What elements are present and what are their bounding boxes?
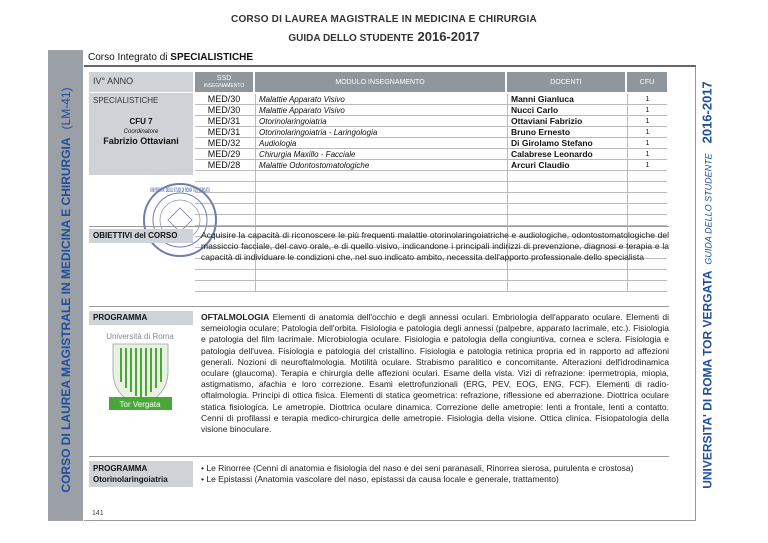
course-cfu: CFU 7 [129,117,153,126]
cfu-cell [627,215,667,226]
modulo-cell: Chirurgia Maxillo - Facciale [255,149,505,160]
programma-orl-list [201,463,669,485]
modulo-cell [255,215,505,226]
programma-label: PROGRAMMA [89,311,193,325]
header-modulo: MODULO INSEGNAMENTO [255,72,505,92]
header-year: 2016-2017 [417,29,480,44]
divider [89,456,669,457]
cfu-cell: 1 [627,116,667,127]
modulo-cell: Malattie Apparato Visivo [255,105,505,116]
programma-orl-label1: PROGRAMMA [93,464,148,473]
docente-cell [507,215,625,226]
modulo-cell [255,281,505,292]
docente-cell [507,171,625,182]
docente-cell: Calabrese Leonardo [507,149,625,160]
header-guide: GUIDA DELLO STUDENTE [288,33,414,44]
right-banner-year: 2016-2017 [699,81,715,144]
header-title: CORSO DI LAUREA MAGISTRALE IN MEDICINA E CHIRURGIA [231,14,537,25]
modulo-cell [255,182,505,193]
table-row [195,215,667,226]
ssd-cell: MED/28 [207,160,241,170]
cfu-cell [627,270,667,281]
cfu-cell: 1 [627,127,667,138]
programma-keyword: OFTALMOLOGIA [201,312,270,322]
seal-text: UNIVERSITA' DEGLI STUDI DI ROMA TOR VERGATA [150,188,211,194]
table-row [195,105,667,116]
year-label: IV° ANNO [93,76,134,86]
ssd-cell: MED/29 [207,149,241,159]
table-row [195,127,667,138]
divider [89,226,669,227]
modulo-cell [255,193,505,204]
docente-cell: Di Girolamo Stefano [507,138,625,149]
table-row [195,171,667,182]
docente-cell: Ottaviani Fabrizio [507,116,625,127]
modulo-cell [255,171,505,182]
cfu-cell: 1 [627,160,667,171]
docente-cell: Bruno Ernesto [507,127,625,138]
course-title: SPECIALISTICHE [93,96,159,105]
docente-cell: Manni Gianluca [507,94,625,105]
table-row [195,94,667,105]
divider [89,306,669,307]
ssd-cell: MED/30 [207,105,241,115]
table-row [195,204,667,215]
docente-cell [507,281,625,292]
docente-cell [507,182,625,193]
page-number: 141 [92,510,104,517]
table-row [195,138,667,149]
modulo-cell: Malattie Odontostomatologiche [255,160,505,171]
cfu-cell: 1 [627,105,667,116]
left-banner-code: (LM-41) [59,87,73,130]
university-logo [93,330,188,412]
ssd-cell [195,270,253,281]
ssd-cell: MED/30 [207,94,241,104]
ssd-cell: MED/31 [207,127,241,137]
cfu-cell [627,182,667,193]
cfu-cell: 1 [627,94,667,105]
ssd-cell: MED/32 [207,138,241,148]
cfu-cell [627,171,667,182]
course-heading [88,52,253,63]
modulo-cell: Otorinolaringoiatria - Laringologia [255,127,505,138]
logo-line2: Tor Vergata [119,400,161,409]
modulo-cell [255,204,505,215]
cfu-cell [627,204,667,215]
ssd-cell [195,281,253,292]
table-row [195,182,667,193]
obiettivi-label: OBIETTIVI del CORSO [89,229,193,243]
table-row [195,270,667,281]
table-row [195,116,667,127]
header-ssd [195,72,253,92]
coordinator-label: Coordinatore [123,129,159,135]
docente-cell [507,204,625,215]
table-row [195,193,667,204]
cfu-cell: 1 [627,138,667,149]
modulo-cell: Malattie Apparato Visivo [255,94,505,105]
left-banner-text: CORSO DI LAUREA MAGISTRALE IN MEDICINA E CHIRURGIA [59,137,73,493]
programma-orl-label [89,461,193,487]
logo-line1: Università di Roma [106,332,174,341]
docente-cell: Arcuri Claudio [507,160,625,171]
right-banner [700,50,715,520]
right-banner-guide: GUIDA DELLO STUDENTE [703,153,714,265]
programma-orl-label2: Otorinolaringoiatria [93,475,168,484]
cfu-cell: 1 [627,149,667,160]
cfu-cell [627,193,667,204]
obiettivi-text: Acquisire la capacità di riconoscere le più frequenti malattie otorinolaringoiatriche e audiologiche, odontostomatologiche del massiccio facciale, del cavo orale, e di quello visivo, indicandone i principali indirizzi di prevenzione, diagnosi e terapia e la capacità di individuare le condizioni che, nel suo indicato ambito, necessita dell'apporto professionale dello specialista [201,230,669,263]
list-item: • Le Epistassi (Anatomia vascolare del naso, epistassi da causa locale e generale, trattamento) [201,474,559,485]
header-subtitle [0,29,768,44]
modulo-cell: Otorinolaringoiatria [255,116,505,127]
header-cfu: CFU [627,72,667,92]
right-banner-text: UNIVERSITA' DI ROMA TOR VERGATA [700,270,715,489]
left-banner [59,55,73,525]
modulo-cell [255,270,505,281]
docente-cell: Nucci Carlo [507,105,625,116]
list-item: • Le Rinorree (Cenni di anatomia e fisiologia del naso e dei seni paranasali, Rinorrea sierosa, purulenta e crostosa) [201,463,634,473]
header-docenti: DOCENTI [507,72,625,92]
modulo-cell: Audiologia [255,138,505,149]
docente-cell [507,193,625,204]
header-ssd-sub: INSEGNAMENTO [203,83,245,89]
programma-body: Elementi di anatomia dell'occhio e degli annessi oculari. Embriologia dell'apparato oculare. Elementi di semeiologia oculare; Patologia dell'orbita. Fisiologia e patologia degli annessi (palpebre, apparato lacrimale, etc.). Fisiologia e patologia del film lacrimale. Microbiologia oculare. Fisiologia e patologia della congiuntiva, cornea e sclera. Fisiologia e patologia dell'uvea. Fisiologia e patologia del cristallino. Fisiologia e patologia retinica propria ed in rapporto ad affezioni generali. Nozioni di neuroftalmologia. Motilità oculare. Strabismo paralitico e concomitante. Alterazioni dell'idrodinamica oculare (glaucoma). Terapia e chirurgia delle affezioni oculari. Esame della vista. Vizi di refrazione: ipermetropia, miopia, astigmatismo, afachia e loro correzione. Esami elettrofunzionali (ERG, PEV, EOG, ENG, FCF). Elementi di radio-oftalmologia. Principi di ottica fisica. Elementi di statica geometrica: refrazione, riflessione ed aberrazione. Diottrica oculare statica fisiologica. Le ametropie. Diottrica oculare dinamica. Correzione delle ametropie: lenti a frontale, lenti a contatto. Cenni di profilassi e terapia medico-chirurgica delle ametropie. Fisiologia della visione. Ottica clinica. Fisiopatologia della visione binoculare. [201,312,669,435]
docente-cell [507,270,625,281]
table-row [195,281,667,292]
ssd-cell: MED/31 [207,116,241,126]
programma-text [201,312,669,435]
cfu-cell [627,281,667,292]
table-row [195,160,667,171]
coordinator-name: Fabrizio Ottaviani [103,136,179,146]
course-prefix: Corso Integrato di [88,52,168,63]
header-ssd-label: SSD [216,75,232,82]
course-name: SPECIALISTICHE [170,52,254,63]
table-row [195,149,667,160]
